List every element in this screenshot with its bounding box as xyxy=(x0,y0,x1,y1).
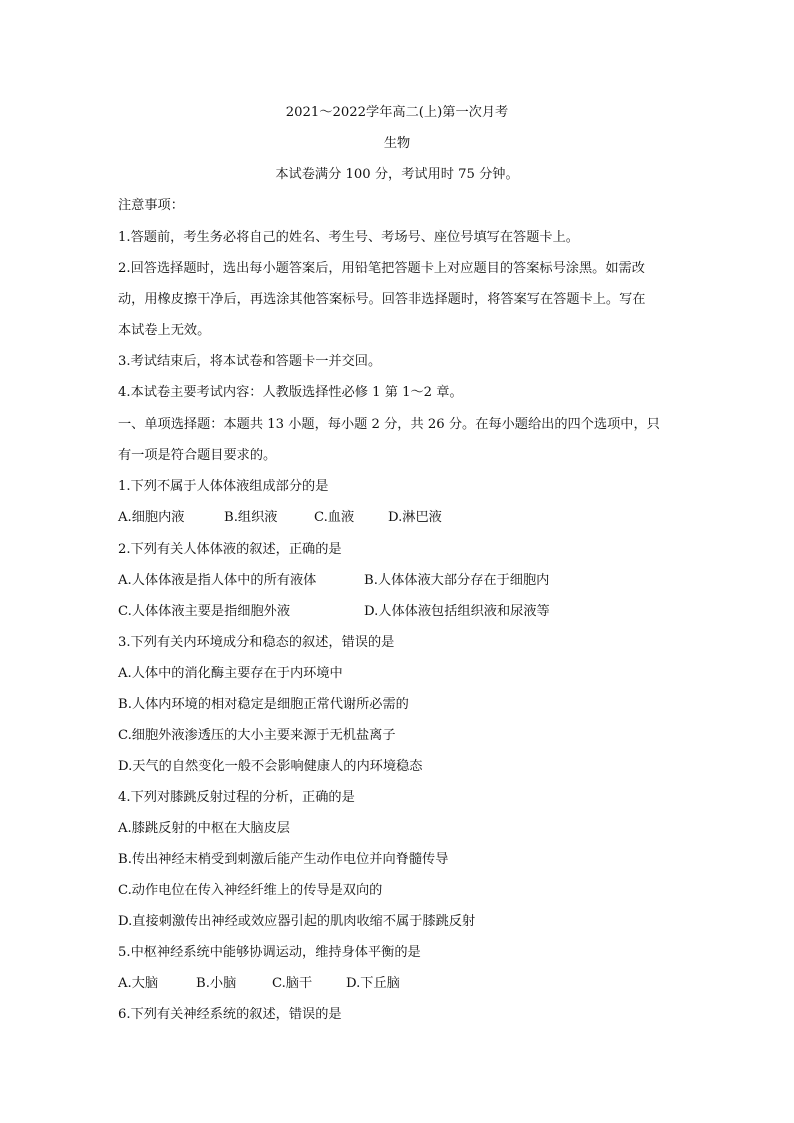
question-1-stem: 1.下列不属于人体体液组成部分的是 xyxy=(118,479,329,494)
question-5-option-d: D.下丘脑 xyxy=(346,976,400,991)
note-2-line-1: 2.回答选择题时，选出每小题答案后，用铅笔把答题卡上对应题目的答案标号涂黑。如需改 xyxy=(118,261,645,276)
question-3-stem: 3.下列有关内环境成分和稳态的叙述，错误的是 xyxy=(118,635,395,650)
question-4-stem: 4.下列对膝跳反射过程的分析，正确的是 xyxy=(118,790,355,805)
question-4-option-d: D.直接刺激传出神经或效应器引起的肌肉收缩不属于膝跳反射 xyxy=(118,914,476,929)
question-4-option-b: B.传出神经末梢受到刺激后能产生动作电位并向脊髓传导 xyxy=(118,852,449,867)
question-5-option-c: C.脑干 xyxy=(272,976,313,991)
question-1-option-d: D.淋巴液 xyxy=(388,510,442,525)
question-3-option-b: B.人体内环境的相对稳定是细胞正常代谢所必需的 xyxy=(118,697,409,712)
question-5-option-a: A.大脑 xyxy=(118,976,159,991)
question-6-stem: 6.下列有关神经系统的叙述，错误的是 xyxy=(118,1007,342,1022)
question-1-option-a: A.细胞内液 xyxy=(118,510,185,525)
question-5-stem: 5.中枢神经系统中能够协调运动，维持身体平衡的是 xyxy=(118,945,421,960)
question-1-option-b: B.组织液 xyxy=(224,510,278,525)
section-1-line-1: 一、单项选择题：本题共 13 小题，每小题 2 分，共 26 分。在每小题给出的四个选项中，只 xyxy=(118,417,660,432)
question-4-option-a: A.膝跳反射的中枢在大脑皮层 xyxy=(118,821,290,836)
exam-info: 本试卷满分 100 分，考试用时 75 分钟。 xyxy=(275,167,519,182)
note-2-line-3: 本试卷上无效。 xyxy=(118,323,211,338)
note-4: 4.本试卷主要考试内容：人教版选择性必修 1 第 1～2 章。 xyxy=(118,385,463,400)
question-4-option-c: C.动作电位在传入神经纤维上的传导是双向的 xyxy=(118,883,383,898)
question-2-stem: 2.下列有关人体体液的叙述，正确的是 xyxy=(118,542,342,557)
question-2-option-c: C.人体体液主要是指细胞外液 xyxy=(118,604,291,619)
section-1-line-2: 有一项是符合题目要求的。 xyxy=(118,448,277,463)
note-3: 3.考试结束后，将本试卷和答题卡一并交回。 xyxy=(118,354,382,369)
question-5-option-b: B.小脑 xyxy=(196,976,237,991)
subject-title: 生物 xyxy=(383,136,411,151)
note-2-line-2: 动，用橡皮擦干净后，再选涂其他答案标号。回答非选择题时，将答案写在答题卡上。写在 xyxy=(118,292,646,307)
question-2-option-b: B.人体体液大部分存在于细胞内 xyxy=(364,573,550,588)
question-3-option-d: D.天气的自然变化一般不会影响健康人的内环境稳态 xyxy=(118,759,423,774)
question-2-option-a: A.人体体液是指人体中的所有液体 xyxy=(118,573,317,588)
question-1-option-c: C.血液 xyxy=(314,510,355,525)
notes-heading: 注意事项： xyxy=(118,198,184,213)
question-2-option-d: D.人体体液包括组织液和尿液等 xyxy=(364,604,550,619)
note-1: 1.答题前，考生务必将自己的姓名、考生号、考场号、座位号填写在答题卡上。 xyxy=(118,230,579,245)
question-3-option-a: A.人体中的消化酶主要存在于内环境中 xyxy=(118,666,343,681)
question-3-option-c: C.细胞外液渗透压的大小主要来源于无机盐离子 xyxy=(118,728,396,743)
exam-title: 2021～2022学年高二(上)第一次月考 xyxy=(285,105,509,120)
